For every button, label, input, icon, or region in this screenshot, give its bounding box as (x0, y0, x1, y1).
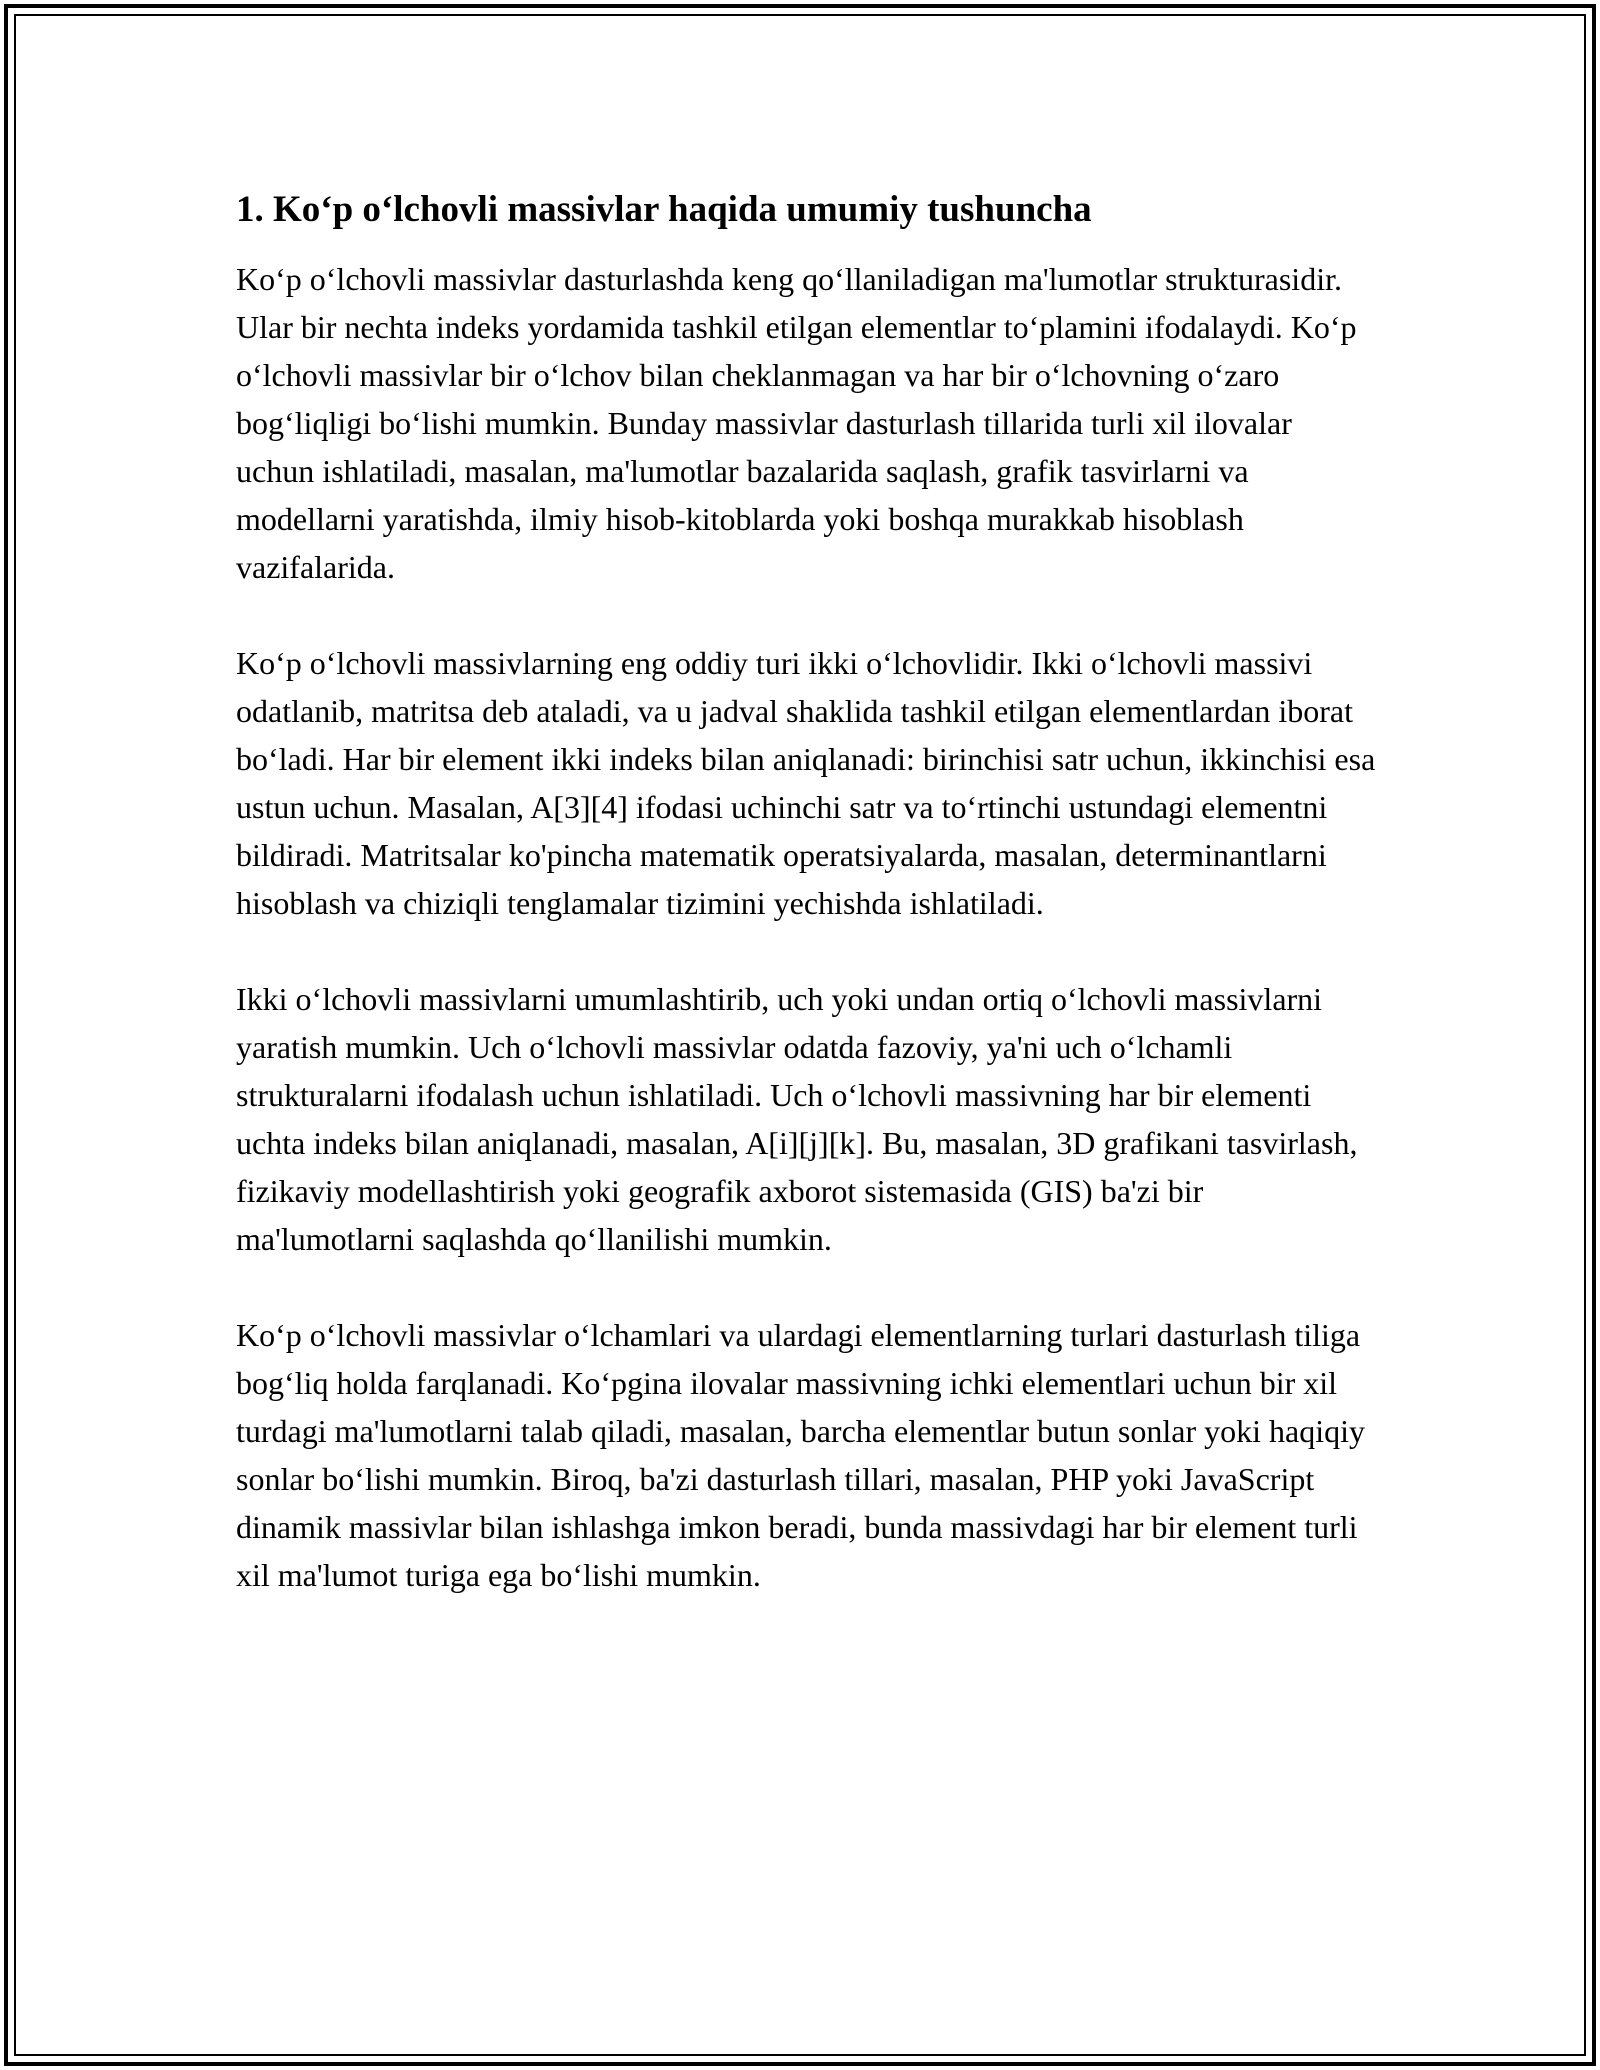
paragraph-1: Ko‘p o‘lchovli massivlar dasturlashda keng qo‘llaniladigan ma'lumotlar strukturasidir. Ular bir nechta indeks yordamida tashkil etilgan elementlar to‘plamini ifodalaydi. Ko‘p o‘lchovli massivlar bir o‘lchov bilan cheklanmagan va har bir o‘lchovning o‘zaro bog‘liqligi bo‘lishi mumkin. Bunday massivlar dasturlash tillarida turli xil ilovalar uchun ishlatiladi, masalan, ma'lumotlar bazalarida saqlash, grafik tasvirlarni va modellarni yaratishda, ilmiy hisob-kitoblarda yoki boshqa murakkab hisoblash vazifalarida. (236, 261, 1357, 585)
section-heading: 1. Ko‘p o‘lchovli massivlar haqida umumiy tushuncha (236, 189, 1092, 230)
document-body (236, 185, 1376, 1647)
paragraph-4: Ko‘p o‘lchovli massivlar o‘lchamlari va ulardagi elementlarning turlari dasturlash tiliga bog‘liq holda farqlanadi. Ko‘pgina ilovalar massivning ichki elementlari uchun bir xil turdagi ma'lumotlarni talab qiladi, masalan, barcha elementlar butun sonlar yoki haqiqiy sonlar bo‘lishi mumkin. Biroq, ba'zi dasturlash tillari, masalan, PHP yoki JavaScript dinamik massivlar bilan ishlashga imkon beradi, bunda massivdagi har bir element turli xil ma'lumot turiga ega bo‘lishi mumkin. (236, 1317, 1365, 1593)
paragraph-2: Ko‘p o‘lchovli massivlarning eng oddiy turi ikki o‘lchovlidir. Ikki o‘lchovli massivi odatlanib, matritsa deb ataladi, va u jadval shaklida tashkil etilgan elementlardan iborat bo‘ladi. Har bir element ikki indeks bilan aniqlanadi: birinchisi satr uchun, ikkinchisi esa ustun uchun. Masalan, A[3][4] ifodasi uchinchi satr va to‘rtinchi ustundagi elementni bildiradi. Matritsalar ko'pincha matematik operatsiyalarda, masalan, determinantlarni hisoblash va chiziqli tenglamalar tizimini yechishda ishlatiladi. (236, 645, 1376, 921)
paragraph-3: Ikki o‘lchovli massivlarni umumlashtirib, uch yoki undan ortiq o‘lchovli massivlarni yaratish mumkin. Uch o‘lchovli massivlar odatda fazoviy, ya'ni uch o‘lchamli strukturalarni ifodalash uchun ishlatiladi. Uch o‘lchovli massivning har bir elementi uchta indeks bilan aniqlanadi, masalan, A[i][j][k]. Bu, masalan, 3D grafikani tasvirlash, fizikaviy modellashtirish yoki geografik axborot sistemasida (GIS) ba'zi bir ma'lumotlarni saqlashda qo‘llanilishi mumkin. (236, 981, 1358, 1257)
